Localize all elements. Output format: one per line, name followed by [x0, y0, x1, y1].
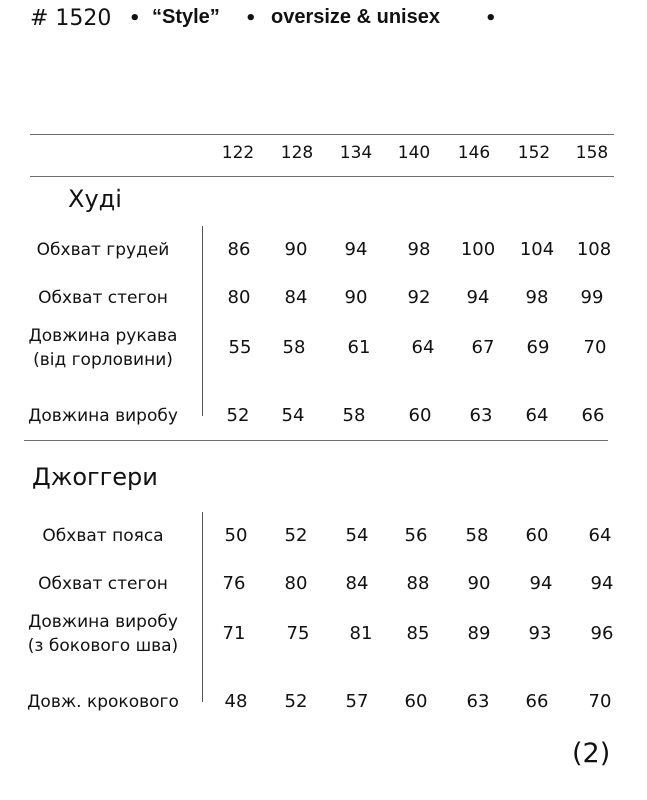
- joggers-value-size-134: 84: [345, 573, 369, 594]
- hoodie-value-size-134: 58: [342, 405, 366, 426]
- joggers-value-size-122: 76: [222, 573, 246, 594]
- hoodie-value-size-152: 69: [526, 337, 550, 358]
- hoodie-value-size-128: 58: [282, 337, 306, 358]
- joggers-value-size-140: 60: [404, 691, 428, 712]
- joggers-value-size-158: 94: [590, 573, 614, 594]
- product-style: “Style”: [152, 6, 220, 28]
- joggers-value-size-152: 66: [525, 691, 549, 712]
- joggers-value-size-122: 50: [224, 525, 248, 546]
- hoodie-value-size-134: 61: [347, 337, 371, 358]
- row-label-line: Довжина виробу: [28, 406, 178, 426]
- joggers-value-size-152: 93: [528, 623, 552, 644]
- size-header-bottom-rule: [30, 176, 614, 177]
- joggers-value-size-140: 85: [406, 623, 430, 644]
- row-label-line: Обхват стегон: [38, 574, 168, 594]
- joggers-value-size-146: 89: [467, 623, 491, 644]
- product-tags: oversize & unisex: [271, 6, 440, 28]
- row-label-line: (від горловини): [33, 350, 173, 370]
- joggers-row-label: [3, 572, 203, 596]
- joggers-section-title: Джоггери: [32, 463, 158, 491]
- hoodie-row-label: [3, 324, 203, 372]
- row-label-line: Довж. крокового: [27, 692, 179, 712]
- joggers-value-size-146: 58: [465, 525, 489, 546]
- row-label-line: (з бокового шва): [27, 636, 179, 656]
- joggers-value-size-158: 70: [588, 691, 612, 712]
- hoodie-row-label: [3, 238, 203, 262]
- joggers-value-size-122: 48: [224, 691, 248, 712]
- joggers-value-size-146: 90: [467, 573, 491, 594]
- joggers-value-size-146: 63: [466, 691, 490, 712]
- joggers-value-size-122: 71: [222, 623, 246, 644]
- hoodie-value-size-146: 63: [469, 405, 493, 426]
- hoodie-value-size-140: 64: [411, 337, 435, 358]
- hoodie-value-size-152: 104: [519, 239, 555, 260]
- joggers-value-size-158: 96: [590, 623, 614, 644]
- hoodie-value-size-122: 80: [227, 287, 251, 308]
- hoodie-value-size-146: 94: [466, 287, 490, 308]
- joggers-value-size-128: 52: [284, 691, 308, 712]
- joggers-value-size-140: 88: [406, 573, 430, 594]
- hoodie-value-size-152: 64: [525, 405, 549, 426]
- joggers-value-size-128: 75: [286, 623, 310, 644]
- hoodie-value-size-158: 70: [583, 337, 607, 358]
- hoodie-value-size-128: 84: [284, 287, 308, 308]
- hoodie-value-size-134: 90: [344, 287, 368, 308]
- hoodie-row-label: [3, 404, 203, 428]
- hoodie-value-size-128: 90: [284, 239, 308, 260]
- hoodie-value-size-140: 92: [407, 287, 431, 308]
- row-label-line: Обхват стегон: [38, 288, 168, 308]
- hoodie-value-size-158: 99: [580, 287, 604, 308]
- bullet-separator: •: [245, 8, 257, 29]
- size-header-152: 152: [517, 143, 551, 163]
- hoodie-value-size-140: 60: [408, 405, 432, 426]
- size-header-140: 140: [397, 143, 431, 163]
- hoodie-section-title: Худі: [68, 185, 122, 213]
- hoodie-row-label: [3, 286, 203, 310]
- hoodie-value-size-158: 108: [576, 239, 612, 260]
- joggers-row-label: [3, 690, 203, 714]
- joggers-value-size-152: 60: [525, 525, 549, 546]
- joggers-row-label: [3, 524, 203, 548]
- size-header-122: 122: [221, 143, 255, 163]
- hoodie-value-size-128: 54: [281, 405, 305, 426]
- hoodie-value-size-158: 66: [581, 405, 605, 426]
- hoodie-value-size-122: 86: [227, 239, 251, 260]
- row-label-line: Обхват грудей: [36, 240, 170, 260]
- size-header-top-rule: [30, 134, 614, 135]
- hoodie-value-size-122: 52: [226, 405, 250, 426]
- joggers-value-size-134: 57: [345, 691, 369, 712]
- page-number: (2): [572, 738, 611, 769]
- joggers-value-size-158: 64: [588, 525, 612, 546]
- hoodie-value-size-152: 98: [525, 287, 549, 308]
- joggers-value-size-128: 80: [284, 573, 308, 594]
- hoodie-value-size-146: 100: [460, 239, 496, 260]
- hoodie-value-size-134: 94: [344, 239, 368, 260]
- size-header-146: 146: [457, 143, 491, 163]
- size-header-158: 158: [575, 143, 609, 163]
- section-divider: [24, 440, 608, 441]
- joggers-row-label: [3, 610, 203, 658]
- row-label-line: Довжина виробу: [28, 612, 178, 632]
- bullet-separator: •: [129, 8, 141, 29]
- product-id: # 1520: [30, 6, 112, 31]
- size-header-134: 134: [339, 143, 373, 163]
- bullet-separator: •: [485, 8, 497, 29]
- row-label-line: Обхват пояса: [42, 526, 164, 546]
- hoodie-value-size-146: 67: [471, 337, 495, 358]
- joggers-value-size-134: 54: [345, 525, 369, 546]
- joggers-value-size-140: 56: [404, 525, 428, 546]
- hoodie-value-size-140: 98: [407, 239, 431, 260]
- joggers-value-size-152: 94: [529, 573, 553, 594]
- size-header-128: 128: [280, 143, 314, 163]
- joggers-value-size-128: 52: [284, 525, 308, 546]
- joggers-value-size-134: 81: [349, 623, 373, 644]
- row-label-line: Довжина рукава: [28, 326, 178, 346]
- hoodie-value-size-122: 55: [228, 337, 252, 358]
